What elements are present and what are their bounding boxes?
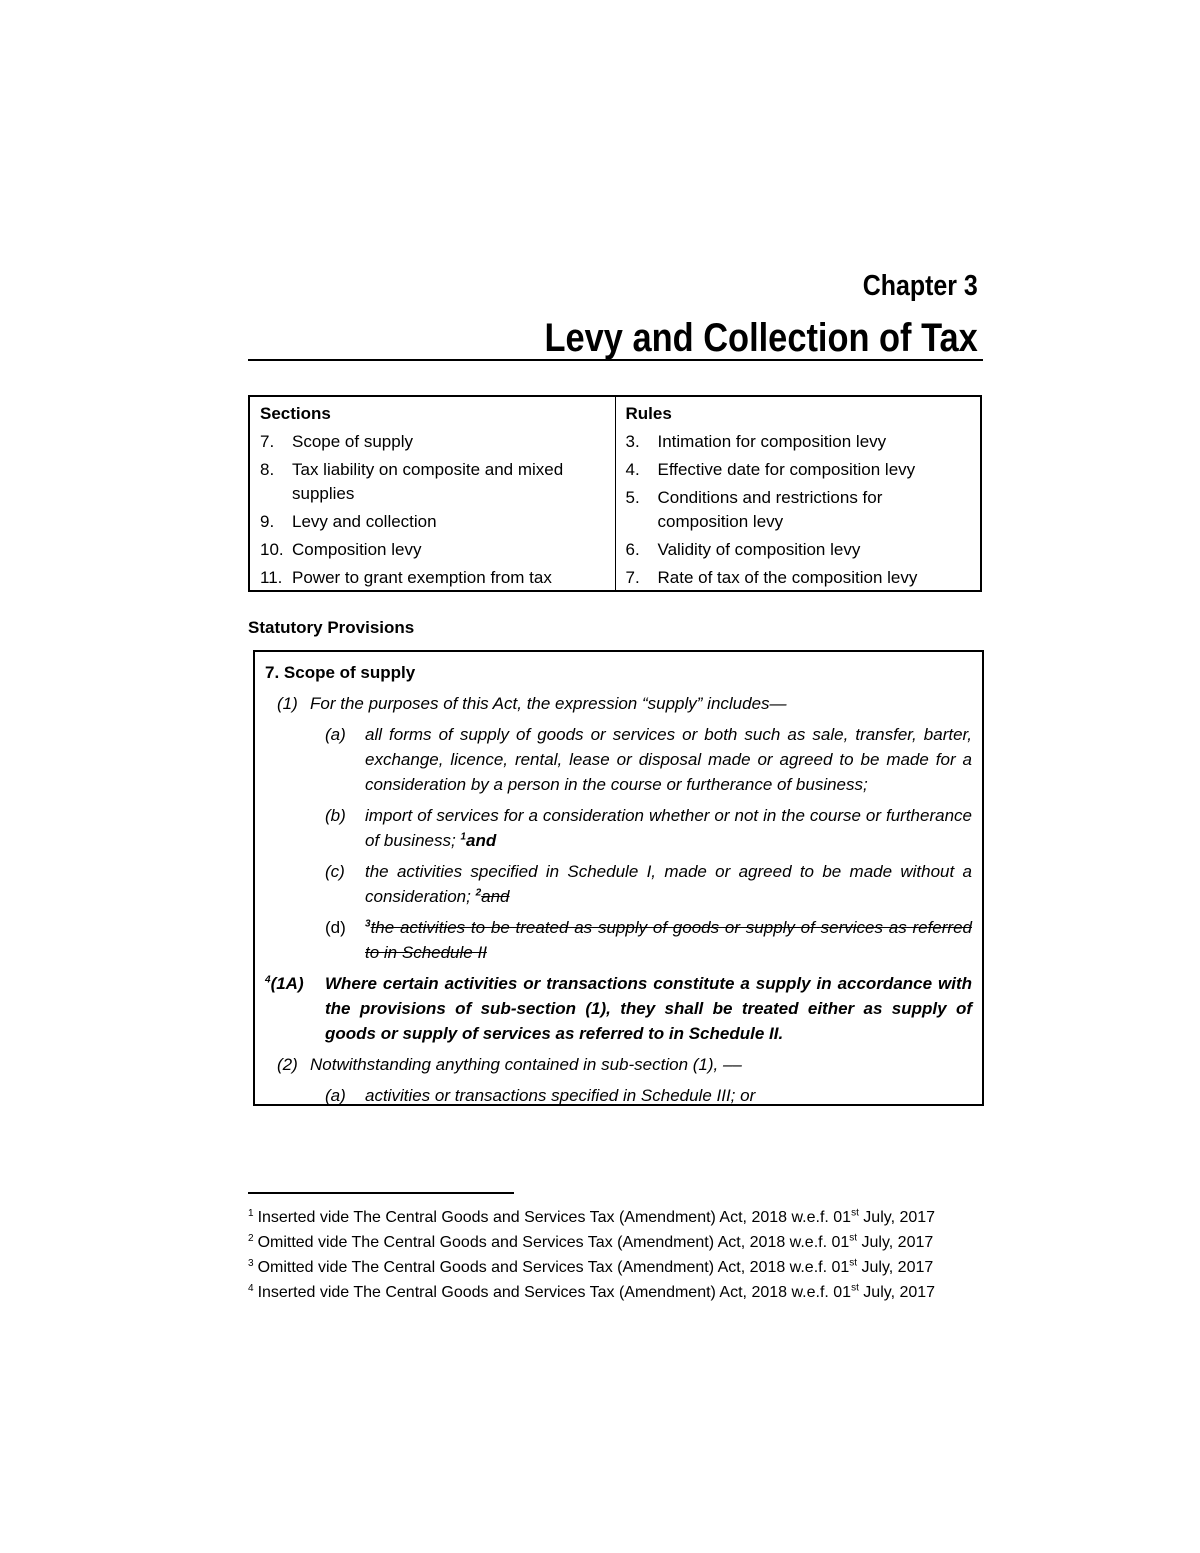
rule-number: 6. xyxy=(625,540,640,559)
rule-title: Intimation for composition levy xyxy=(657,432,887,451)
rules-column xyxy=(615,397,981,590)
clause-text: import of services for a consideration whether or not in the course or furtherance of business; xyxy=(365,806,972,850)
inserted-word: and xyxy=(466,831,497,850)
section-title: Power to grant exemption from tax xyxy=(292,568,552,587)
footnote-ref: 2 xyxy=(475,887,482,899)
provision-box xyxy=(253,650,984,1106)
clause-c xyxy=(265,859,972,909)
rules-heading: Rules xyxy=(625,404,672,423)
footnote-rule xyxy=(248,1192,514,1194)
footnote-ref: 1 xyxy=(460,831,467,843)
footnote-number: 1 xyxy=(248,1207,254,1219)
footnote-text: Omitted vide The Central Goods and Services Tax (Amendment) Act, 2018 w.e.f. 01 xyxy=(257,1259,850,1276)
footnote-date: July, 2017 xyxy=(857,1234,934,1251)
rule-item xyxy=(626,566,971,590)
statutory-provisions-heading: Statutory Provisions xyxy=(248,618,415,637)
rule-title: Effective date for composition levy xyxy=(657,460,916,479)
rule-number: 3. xyxy=(625,432,640,451)
clause-body xyxy=(365,803,972,853)
clause-2a xyxy=(265,1083,972,1108)
rule-number: 4. xyxy=(625,460,640,479)
sections-heading: Sections xyxy=(260,404,331,423)
subsection-2 xyxy=(265,1052,972,1077)
footnote-ref: 4 xyxy=(265,974,271,986)
section-item xyxy=(260,430,605,454)
section-title: Tax liability on composite and mixed supplies xyxy=(292,460,564,503)
section-item xyxy=(260,538,605,562)
section-number: 7. xyxy=(260,432,275,451)
clause-text: activities or transactions specified in Schedule III; or xyxy=(365,1086,756,1105)
section-number: 8. xyxy=(260,460,275,479)
sections-column xyxy=(250,397,615,590)
omitted-word: and xyxy=(481,887,510,906)
contents-table xyxy=(248,395,982,592)
section-number: 11. xyxy=(260,568,283,587)
section-title: Scope of supply xyxy=(292,432,413,451)
section-item xyxy=(260,510,605,534)
footnote xyxy=(248,1280,935,1305)
footnote xyxy=(248,1230,935,1255)
subsection-number: (1A) xyxy=(270,974,304,993)
subsection-text: For the purposes of this Act, the expression “supply” includes— xyxy=(310,694,787,713)
footnotes xyxy=(248,1205,935,1305)
footnote-date: July, 2017 xyxy=(858,1284,936,1301)
clause-a xyxy=(265,722,972,797)
title-rule xyxy=(248,359,983,361)
subsection-1 xyxy=(265,691,972,716)
rule-item xyxy=(626,430,971,454)
clause-d xyxy=(265,915,972,965)
ordinal-suffix: st xyxy=(849,1232,858,1244)
rule-item xyxy=(626,486,971,534)
rule-title: Conditions and restrictions for composition levy xyxy=(657,488,883,531)
footnote xyxy=(248,1255,935,1280)
clause-body xyxy=(365,859,972,909)
footnote-text: Inserted vide The Central Goods and Services Tax (Amendment) Act, 2018 w.e.f. 01 xyxy=(257,1209,852,1226)
chapter-title: Levy and Collection of Tax xyxy=(544,316,978,360)
subsection-text: Where certain activities or transactions constitute a supply in accordance with the provisions of sub-section (1), they shall be treated either as supply of goods or supply of services as referred to in Schedule II. xyxy=(325,974,972,1043)
ordinal-suffix: st xyxy=(849,1257,858,1269)
clause-label: (b) xyxy=(325,806,346,825)
footnote-date: July, 2017 xyxy=(857,1259,934,1276)
clause-label: (c) xyxy=(325,862,345,881)
footnote-number: 3 xyxy=(248,1257,254,1269)
section-title: Levy and collection xyxy=(292,512,437,531)
ordinal-suffix: st xyxy=(851,1282,859,1294)
provision-heading: 7. Scope of supply xyxy=(265,663,416,682)
clause-label: (d) xyxy=(325,918,346,937)
rule-title: Validity of composition levy xyxy=(657,540,861,559)
section-item xyxy=(260,458,605,506)
rule-item xyxy=(626,538,971,562)
rule-title: Rate of tax of the composition levy xyxy=(657,568,918,587)
clause-b xyxy=(265,803,972,853)
footnote-date: July, 2017 xyxy=(858,1209,936,1226)
rule-number: 7. xyxy=(625,568,640,587)
subsection-1a xyxy=(265,971,972,1046)
footnote xyxy=(248,1205,935,1230)
rule-number: 5. xyxy=(625,488,640,507)
footnote-text: Omitted vide The Central Goods and Services Tax (Amendment) Act, 2018 w.e.f. 01 xyxy=(257,1234,850,1251)
clause-label: (a) xyxy=(325,1086,346,1105)
clause-label: (a) xyxy=(325,725,346,744)
subsection-label xyxy=(265,971,325,1046)
footnote-number: 4 xyxy=(248,1282,254,1294)
footnote-number: 2 xyxy=(248,1232,254,1244)
footnote-ref: 3 xyxy=(365,918,371,930)
rule-item xyxy=(626,458,971,482)
clause-text: all forms of supply of goods or services or both such as sale, transfer, barter, exchange, licence, rental, lease or disposal made or agreed to be made for a consideration by a person in the course or furtherance of business; xyxy=(365,725,972,794)
subsection-text: Notwithstanding anything contained in sub-section (1), –– xyxy=(310,1055,742,1074)
ordinal-suffix: st xyxy=(851,1207,859,1219)
section-title: Composition levy xyxy=(292,540,422,559)
clause-text: the activities specified in Schedule I, made or agreed to be made without a consideration; xyxy=(365,862,972,906)
clause-body xyxy=(365,915,972,965)
subsection-label: (1) xyxy=(277,694,298,713)
subsection-label: (2) xyxy=(277,1055,298,1074)
section-number: 9. xyxy=(260,512,275,531)
omitted-clause-text: the activities to be treated as supply of goods or supply of services as referred to in Schedule II xyxy=(365,918,972,962)
footnote-text: Inserted vide The Central Goods and Services Tax (Amendment) Act, 2018 w.e.f. 01 xyxy=(257,1284,852,1301)
section-item xyxy=(260,566,605,590)
section-number: 10. xyxy=(260,540,284,559)
chapter-number: Chapter 3 xyxy=(862,270,978,302)
